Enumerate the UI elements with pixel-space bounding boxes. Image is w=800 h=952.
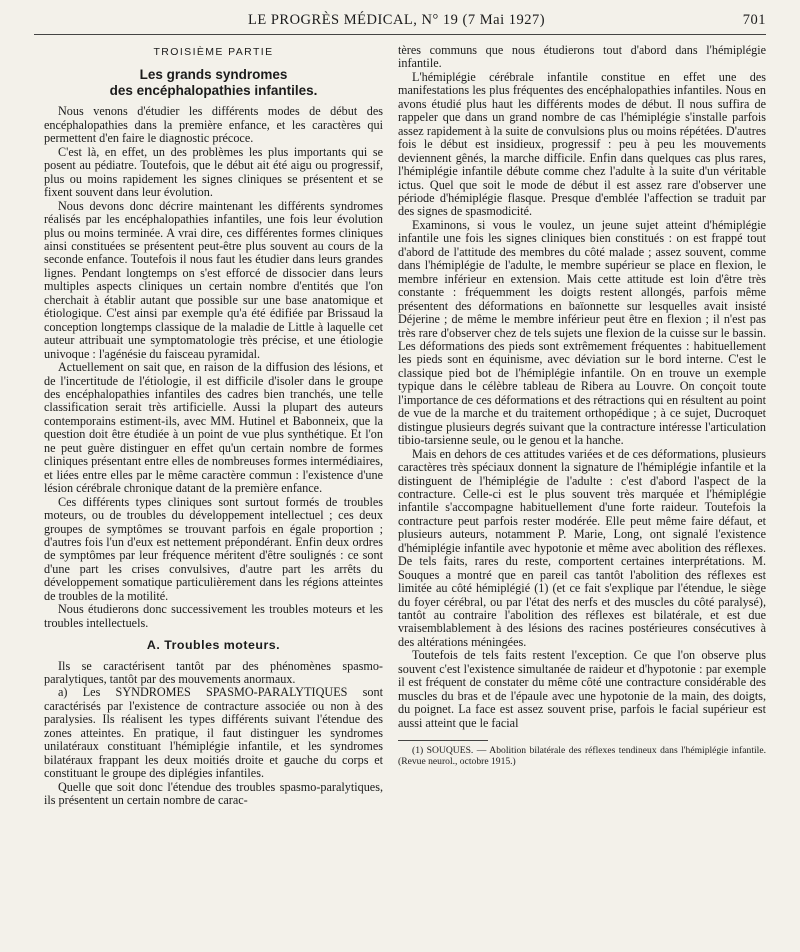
paragraph: Mais en dehors de ces attitudes variées et de ces déformations, plusieurs caractères très spéciaux donnent la signature de l'hémiplégie infantile et la distinguent de l'hémiplégie de l'adulte : c'est d'abord l'aspect de la contracture. Celle-ci est le plus souvent très marquée et l'hémiplégie infantile s'accompagne habituellement d'une forte raideur. Toutefois la contracture peut parfois rester modérée. Elle peut même faire défaut, et plusieurs auteurs, notamment P. Marie, Long, ont signalé l'existence d'hémiplégie infantile avec hypotonie et même avec abolition des réflexes. De tels faits, rares du reste, comportent certaines interprétations. M. Souques a montré que en pareil cas tantôt l'abolition des réflexes est limitée au côté hémiplégié (1) (et ce fait s'explique par l'étendue, le siège du foyer cérébral, ou par l'état des nerfs et des muscles du côté paralysé), tantôt au contraire l'abolition des réflexes est bilatérale, et est due vraisemblablement à des lésions des racines postérieures consécutives à des altérations méningées. [398, 446, 766, 649]
journal-title: LE PROGRÈS MÉDICAL, N° 19 (7 Mai 1927) [248, 12, 546, 28]
paragraph: tères communs que nous étudierons tout d'abord dans l'hémiplégie infantile. [398, 44, 766, 71]
paragraph: Examinons, si vous le voulez, un jeune sujet atteint d'hémiplégie infantile une fois les signes cliniques bien constitués : on est frappé tout d'abord de l'attitude des membres du côté malade ; assez souvent, comme dans l'hémiplégie de l'adulte, le membre supérieur se place en flexion, le membre inférieur en extension. Mais cette attitude est loin d'être très constante : fréquemment les doigts restent allongés, parfois même présentent des déformations en baïonnette sur lesquelles avait insisté Déjerine ; de même le membre inférieur peut être en flexion ; il n'est pas très rare d'observer chez de tels sujets une flexion de la cuisse sur le bassin. Les déformations des pieds sont extrêmement fréquentes : habituellement les pieds sont en équinisme, avec déviation sur le bord interne. C'est le classique pied bot de l'hémiplégie infantile. On en trouve un exemple typique dans le célèbre tableau de Ribera au Louvre. On conçoit toute l'importance de ces déformations et des rétractions qui en résultent au point de vue de la marche et du traitement orthopédique ; à ce sujet, Ducroquet distingue plusieurs degrés suivant que la contracture intéresse l'articulation tibio-tarsienne seule, ou le genou et la hanche. [398, 217, 766, 448]
paragraph: Toutefois de tels faits restent l'exception. Ce que l'on observe plus souvent c'est l'existence simultanée de raideur et d'hypotonie : par exemple il est fréquent de constater du même côté une contracture considérable des muscles du bras et de l'épaule avec une hypotonie de la main, des doigts, du poignet. La face est assez souvent prise, parfois le facial supérieur est aussi atteint que le facial [398, 648, 766, 730]
paragraph: Nous étudierons donc successivement les troubles moteurs et les troubles intellectuels. [44, 602, 383, 630]
title-line-2: des encéphalopathies infantiles. [109, 83, 318, 99]
paragraph: L'hémiplégie cérébrale infantile constitue en effet une des manifestations les plus fréquentes des encéphalopathies infantiles. Nous en avons étudié plus haut les différents modes de début. Il nous suffira de rappeler que dans un grand nombre de cas l'hémiplégie s'installe parfois assez rapidement à la suite de convulsions plus ou moins répétées. D'autres fois le début est insidieux, progressif : peu à peu les mouvements deviennent gênés, la marche difficile. Enfin dans quelques cas plus rares, l'hémiplégie infantile débute comme chez l'adulte à la suite d'un véritable ictus. Quel que soit le mode de début il est assez rare d'observer une période d'hémiplégie flasque. Presque d'emblée l'affection se traduit par des signes de spasmodicité. [398, 69, 766, 219]
right-column [398, 44, 766, 944]
paragraph: C'est là, en effet, un des problèmes les plus importants qui se posent au pédiatre. Toutefois, que le début ait été aigu ou progressif, plus ou moins rapidement les signes cliniques se présentent et se fixent souvent dans leur évolution. [44, 144, 383, 200]
paragraph: Ces différents types cliniques sont surtout formés de troubles moteurs, ou de troubles du développement intellectuel ; ces deux groupes de symptômes se trouvant parfois en égale proportion ; d'autres fois l'un d'eux est nettement prépondérant. Enfin deux ordres de symptômes par leur fréquence méritent d'être soulignés : ce sont d'une part les crises convulsives, d'autre part les arrêts du développement somatique particulièrement dans les régions atteintes de troubles de la motilité. [44, 494, 383, 603]
section-heading: A. Troubles moteurs. [146, 638, 281, 653]
paragraph: Nous devons donc décrire maintenant les différents syndromes réalisés par les encéphalopathies infantiles, une fois leur évolution plus ou moins terminée. A vrai dire, ces différentes formes cliniques ainsi constituées se présentent peut-être plus souvent au cours de la seconde enfance. Toutefois il nous faut les étudier dans leurs grandes lignes. Pendant longtemps on s'est efforcé de dissocier dans leurs multiples aspects cliniques un certain nombre d'entités que l'on cherchait à établir autant que possible sur une base anatomique et étiologique. C'est ainsi par exemple qu'a été édifiée par Brissaud la conception longtemps classique de la maladie de Little à laquelle cet auteur attribuait une symptomatologie très précise, et une étiologie univoque : l'agénésie du faisceau pyramidal. [44, 198, 383, 361]
title-line-1: Les grands syndromes [139, 67, 288, 83]
left-column [44, 44, 383, 944]
paragraph: Ils se caractérisent tantôt par des phénomènes spasmo-paralytiques, tantôt par des mouvements anormaux. [44, 658, 383, 687]
paragraph: Actuellement on sait que, en raison de la diffusion des lésions, et de l'incertitude de l'étiologie, il est difficile d'isoler dans le groupe des encéphalopathies infantiles des cadres bien tranchés, une telle classification serait très artificielle. Aussi la plupart des auteurs contemporains estiment-ils, avec MM. Hutinel et Babonneix, que la question doit être étudiée à un point de vue plus synthétique. Et l'on ne peut guère distinguer en effet qu'un certain nombre de formes cliniques présentant entre elles de nombreuses formes intermédiaires, et liées entre elles par le même caractère commun : l'existence d'une lésion cérébrale chronique datant de la première enfance. [44, 360, 383, 496]
paragraph: Nous venons d'étudier les différents modes de début des encéphalopathies dans la première enfance, et les caractères qui permettent d'en faire le diagnostic précoce. [44, 104, 383, 146]
part-label: TROISIÈME PARTIE [153, 46, 274, 58]
footnote-rule [398, 740, 488, 741]
running-header [0, 10, 800, 32]
paragraph: Quelle que soit donc l'étendue des troubles spasmo-paralytiques, ils présentent un certain nombre de carac- [44, 779, 383, 808]
page-number: 701 [742, 12, 766, 28]
header-rule [34, 34, 766, 35]
paragraph: a) Les SYNDROMES SPASMO-PARALYTIQUES sont caractérisés par l'existence de contracture associée ou non à des paralysies. Ils réalisent les types différents suivant l'étendue des zones atteintes. En pratique, il faut distinguer les syndromes unilatéraux constituant l'hémiplégie infantile, et les syndromes bilatéraux frappant les deux moitiés droite et gauche du corps et constituant le groupe des diplégies infantiles. [44, 685, 383, 781]
footnote: (1) SOUQUES. — Abolition bilatérale des réflexes tendineux dans l'hémiplégie infantile. (Revue neurol., octobre 1915.) [398, 745, 766, 768]
article-title [44, 67, 383, 99]
